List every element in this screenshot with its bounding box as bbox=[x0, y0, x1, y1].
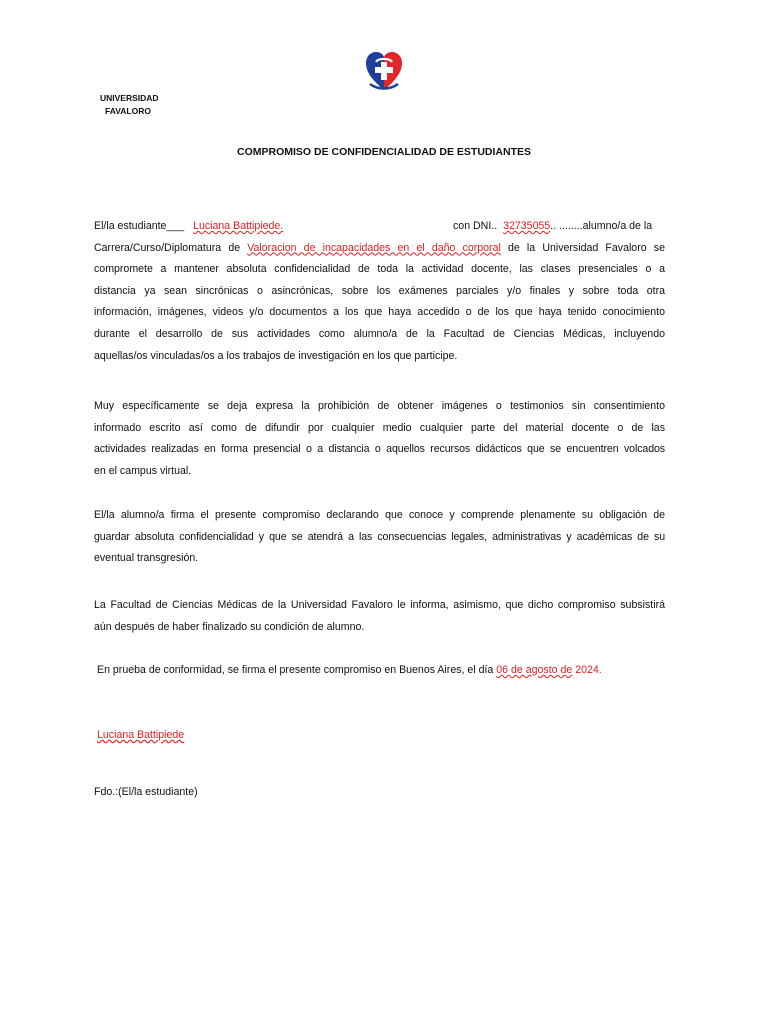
student-name-field[interactable]: Luciana Battipiede. bbox=[193, 220, 284, 232]
dni-suffix: .. ........alumno/a de la bbox=[550, 220, 653, 232]
dni-field[interactable]: 32735055 bbox=[503, 220, 551, 232]
conformity-text: En prueba de conformidad, se firma el presente compromiso en Buenos Aires, el día bbox=[97, 664, 494, 676]
signature-name-field[interactable]: Luciana Battipiede bbox=[97, 729, 185, 741]
signature-caption: Fdo.:(El/la estudiante) bbox=[94, 786, 198, 798]
date-field[interactable]: 06 de agosto de bbox=[496, 664, 573, 676]
paragraph-line: durante el desarrollo de sus actividades como alumno/a de la Facultad de Ciencias Médicas, incluyendo bbox=[94, 327, 665, 340]
paragraph-line: actividades realizadas en forma presencial o a distancia o aquellos recursos didácticos que se encuentren volcados bbox=[94, 443, 665, 456]
university-name-line2: FAVALORO bbox=[105, 106, 151, 116]
paragraph-line: aún después de haber finalizado su condición de alumno. bbox=[94, 620, 365, 633]
paragraph-prohibition bbox=[94, 396, 665, 482]
paragraph-faculty-notice bbox=[94, 595, 665, 638]
paragraph-commitment bbox=[94, 216, 665, 367]
career-field[interactable]: Valoracion de incapacidades en el daño corporal bbox=[247, 241, 501, 254]
paragraph-line: El/la alumno/a firma el presente compromiso declarando que conoce y comprende plenamente su obligación de bbox=[94, 509, 665, 521]
university-name-line1: UNIVERSIDAD bbox=[100, 93, 159, 103]
paragraph-signature-declaration bbox=[94, 505, 665, 570]
student-line bbox=[94, 216, 665, 238]
paragraph-line: información, imágenes, videos y/o documentos a los que haya accedido o de los que haya tenido conocimiento bbox=[94, 306, 665, 319]
paragraph-line: informado escrito así como de difundir por cualquier medio cualquier parte del material docente o de las bbox=[94, 421, 665, 434]
student-label: El/la estudiante___ bbox=[94, 220, 185, 232]
university-heart-cross-logo-icon bbox=[364, 50, 404, 94]
paragraph-line: guardar absoluta confidencialidad y que se atendrá a las consecuencias legales, administrativas y académicas de su bbox=[94, 530, 665, 543]
paragraph-conformity bbox=[97, 660, 668, 682]
university-name bbox=[100, 92, 159, 118]
career-suffix: de la Universidad Favaloro se bbox=[507, 241, 665, 254]
document-title: COMPROMISO DE CONFIDENCIALIDAD DE ESTUDIANTES bbox=[236, 146, 531, 158]
paragraph-line: La Facultad de Ciencias Médicas de la Universidad Favaloro le informa, asimismo, que dicho compromiso subsistirá bbox=[94, 599, 665, 611]
paragraph-line: en el campus virtual. bbox=[94, 464, 192, 477]
career-line bbox=[94, 238, 665, 260]
dni-label: con DNI.. bbox=[453, 220, 498, 232]
conformity-line bbox=[97, 660, 668, 682]
paragraph-line: Muy específicamente se deja expresa la prohibición de obtener imágenes o testimonios sin consentimiento bbox=[94, 400, 665, 412]
paragraph-line: compromete a mantener absoluta confidencialidad de toda la actividad docente, las clases presenciales o a bbox=[94, 263, 665, 276]
paragraph-line: aquellas/os vinculadas/os a los trabajos de investigación en los que participe. bbox=[94, 349, 458, 362]
year-field[interactable]: 2024. bbox=[572, 664, 602, 676]
career-label: Carrera/Curso/Diplomatura de bbox=[94, 241, 241, 254]
paragraph-line: distancia ya sean sincrónicas o asincrónicas, sobre los exámenes parciales y/o finales y sobre toda otra bbox=[94, 284, 665, 297]
paragraph-line: eventual transgresión. bbox=[94, 552, 199, 565]
